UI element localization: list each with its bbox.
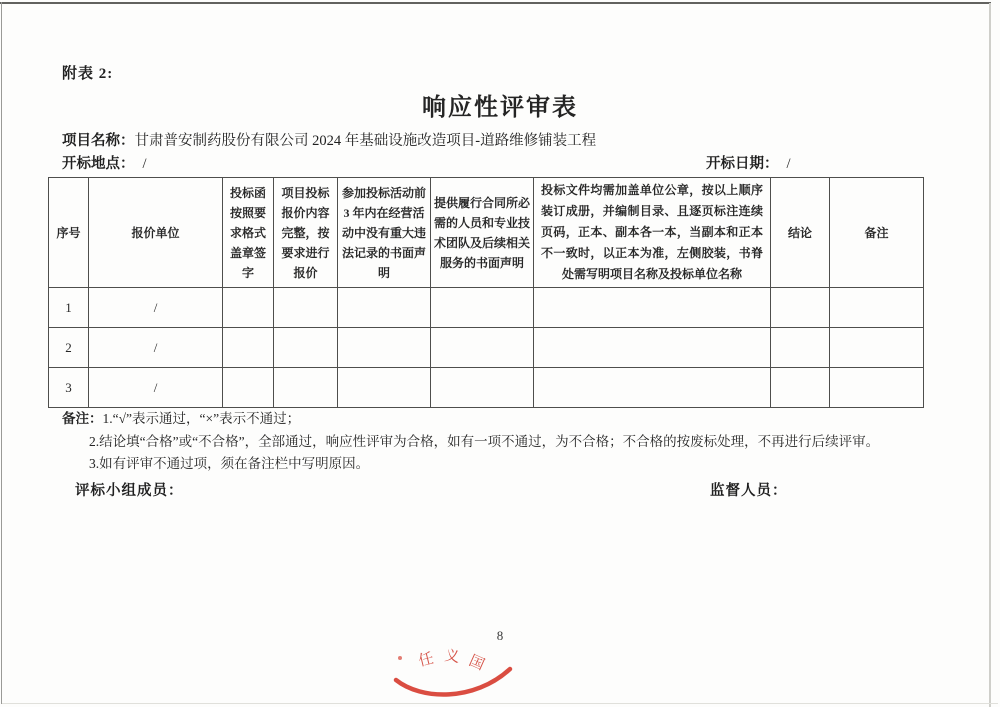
- empty-cell: [223, 288, 274, 328]
- stamp-arc: [396, 669, 510, 695]
- col-header-bid-letter: 投标函按照要求格式盖章签字: [223, 178, 274, 288]
- col-header-remarks: 备注: [830, 178, 924, 288]
- stamp-glyph: 任: [417, 650, 436, 670]
- empty-cell: [274, 328, 338, 368]
- empty-cell: [771, 328, 830, 368]
- col-header-price-complete: 项目投标报价内容完整，按要求进行报价: [274, 178, 338, 288]
- note-line-1: [62, 408, 879, 431]
- red-seal-stamp-fragment: [386, 642, 518, 706]
- empty-cell: [338, 288, 431, 328]
- empty-cell: [771, 288, 830, 328]
- note-line-3: 3.如有评审不通过项，须在备注栏中写明原因。: [89, 456, 370, 471]
- notes-block: [62, 408, 879, 476]
- empty-cell: [534, 368, 771, 408]
- empty-cell: [771, 368, 830, 408]
- empty-cell: [431, 288, 534, 328]
- seq-cell: 1: [49, 288, 89, 328]
- bid-date-line: [706, 152, 791, 173]
- empty-cell: [830, 328, 924, 368]
- project-name-label: 项目名称：: [62, 133, 135, 149]
- bidder-cell: /: [89, 328, 223, 368]
- page-number: 8: [496, 628, 504, 643]
- seq-cell: 3: [49, 368, 89, 408]
- bid-date-value: /: [786, 156, 791, 172]
- responsiveness-review-table: [48, 177, 924, 408]
- empty-cell: [431, 368, 534, 408]
- empty-cell: [274, 288, 338, 328]
- bid-date-label: 开标日期：: [706, 156, 779, 172]
- empty-cell: [338, 368, 431, 408]
- empty-cell: [830, 368, 924, 408]
- table-row: [49, 328, 924, 368]
- empty-cell: [223, 368, 274, 408]
- col-header-seq: 序号: [49, 178, 89, 288]
- bidder-cell: /: [89, 288, 223, 328]
- supervisor-label: 监督人员：: [710, 483, 788, 499]
- col-header-personnel: 提供履行合同所必需的人员和专业技术团队及后续相关服务的书面声明: [431, 178, 534, 288]
- evaluation-team-label: 评标小组成员：: [75, 483, 184, 499]
- empty-cell: [830, 288, 924, 328]
- stamp-speck: [398, 656, 402, 660]
- empty-cell: [338, 328, 431, 368]
- seq-cell: 2: [49, 328, 89, 368]
- scan-edge-top: [0, 2, 991, 4]
- bid-location-label: 开标地点：: [62, 156, 135, 172]
- bid-location-line: [62, 152, 147, 173]
- bid-location-value: /: [142, 156, 147, 172]
- empty-cell: [431, 328, 534, 368]
- empty-cell: [223, 328, 274, 368]
- page-title: 响应性评审表: [422, 94, 578, 121]
- col-header-conclusion: 结论: [771, 178, 830, 288]
- note-line-2: 2.结论填“合格”或“不合格”，全部通过，响应性评审为合格，如有一项不通过，为不合格；不合格的按废标处理，不再进行后续评审。: [89, 433, 880, 449]
- empty-cell: [534, 328, 771, 368]
- empty-cell: [534, 288, 771, 328]
- project-name-value: 甘肃普安制药股份有限公司 2024 年基础设施改造项目-道路维修铺装工程: [134, 133, 597, 149]
- col-header-bidder: 报价单位: [89, 178, 223, 288]
- project-name-line: [62, 129, 596, 150]
- bidder-cell: /: [89, 368, 223, 408]
- empty-cell: [274, 368, 338, 408]
- notes-label: 备注：: [62, 411, 103, 426]
- attachment-label: 附表 2:: [62, 66, 114, 82]
- col-header-no-violation: 参加投标活动前 3 年内在经营活动中没有重大违法记录的书面声明: [338, 178, 431, 288]
- table-row: [49, 288, 924, 328]
- stamp-glyph: 义: [443, 648, 461, 667]
- stamp-glyph: 国: [466, 653, 487, 674]
- note-item-1: 1.“√”表示通过，“×”表示不通过；: [102, 411, 301, 426]
- table-row: [49, 368, 924, 408]
- table-header-row: [49, 178, 924, 288]
- col-header-binding-requirements: 投标文件均需加盖单位公章，按以上顺序装订成册，并编制目录、且逐页标注连续页码，正本、副本各一本，当副本和正本不一致时，以正本为准，左侧胶装，书脊处需写明项目名称及投标单位名称: [534, 178, 771, 288]
